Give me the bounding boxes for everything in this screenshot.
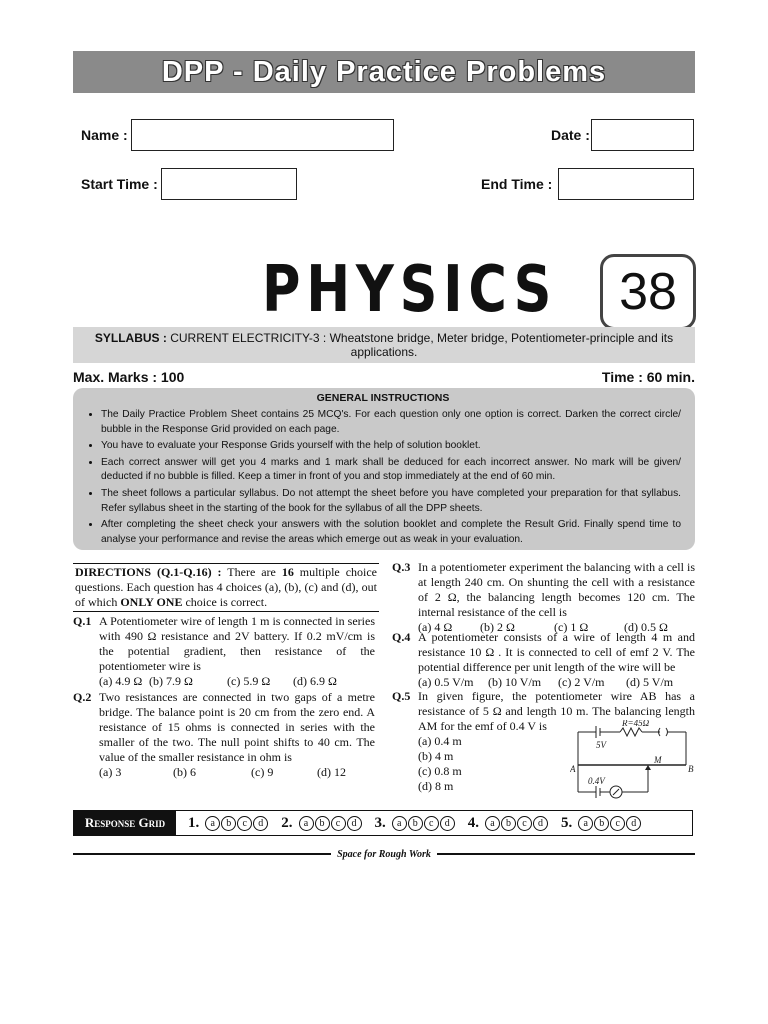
resistor-label: R=45Ω [622,720,650,728]
divider-line [437,853,695,855]
bubble-a[interactable]: a [299,816,314,831]
max-marks: Max. Marks : 100 [73,369,185,385]
bubble-c[interactable]: c [517,816,532,831]
only-one-emphasis: ONLY ONE [120,595,183,609]
response-number: 2. [281,814,293,831]
bubble-b[interactable]: b [594,816,609,831]
option: (d) 5 V/m [626,675,674,689]
instruction-item: • After completing the sheet check your answers with the solution booklet and complete the Result Grid. Finally spend time to analyse your performance and revise the areas which emerge out as weak in your evaluation. [101,518,681,547]
response-grid [73,810,693,836]
question-options [418,675,695,690]
rough-work-label: Space for Rough Work [337,848,431,860]
option: (a) 0.5 V/m [418,675,474,689]
option: (c) 9 [251,765,274,779]
general-instructions [73,388,695,550]
instructions-title: GENERAL INSTRUCTIONS [316,392,450,404]
response-row [375,815,456,832]
directions-box [73,563,379,612]
option: (a) 4 Ω [418,620,453,634]
option: (d) 6.9 Ω [293,674,337,688]
question-count: 16 [281,565,294,579]
point-b-label: B [688,764,694,774]
bubble-b[interactable]: b [221,816,236,831]
response-row [188,815,269,832]
question-number: Q.2 [73,690,92,704]
response-number: 1. [188,814,200,831]
start-time-field[interactable] [161,168,297,200]
rough-work-divider [73,847,695,861]
bubble-b[interactable]: b [408,816,423,831]
question-4 [392,630,695,690]
bubble-d[interactable]: d [533,816,548,831]
directions-text: There are [221,565,282,579]
date-field[interactable] [591,119,694,151]
name-field[interactable] [131,119,394,151]
battery-label: 5V [596,740,606,750]
question-options [99,674,375,689]
option: (c) 2 V/m [558,675,605,689]
response-number: 5. [561,814,573,831]
option: (d) 12 [317,765,346,779]
end-time-field[interactable] [558,168,694,200]
bubble-a[interactable]: a [485,816,500,831]
bubble-a[interactable]: a [392,816,407,831]
option: (a) 4.9 Ω [99,674,143,688]
instruction-item: • You have to evaluate your Response Grids yourself with the help of solution booklet. [101,439,681,454]
syllabus-bar [73,327,695,363]
potentiometer-circuit-diagram [570,720,694,802]
name-label: Name : [81,127,128,143]
option: (b) 10 V/m [488,675,542,689]
cell-label: 0.4V [588,776,605,786]
title-banner [73,51,695,93]
divider-line [73,853,331,855]
option: (b) 6 [173,765,196,779]
question-number: Q.1 [73,614,92,628]
sheet-number-badge: 38 [600,254,696,330]
question-number: Q.3 [392,560,411,574]
bubble-a[interactable]: a [205,816,220,831]
bubble-c[interactable]: c [424,816,439,831]
point-m-label: M [654,755,662,765]
subject-title: PHYSICS [262,253,558,327]
time-limit: Time : 60 min. [601,369,695,385]
option: (b) 4 m [418,749,454,763]
option: (d) 8 m [418,779,454,793]
bubble-d[interactable]: d [253,816,268,831]
response-row [561,815,642,832]
directions-text: choice is correct. [182,595,268,609]
instruction-item: • The sheet follows a particular syllabus. Do not attempt the sheet before you have completed your preparation for that syllabus. Refer syllabus sheet in the starting of the book for the syllabus of all the DPP sheets. [101,487,681,516]
question-number: Q.5 [392,689,411,703]
instructions-list [85,408,681,547]
bubble-b[interactable]: b [501,816,516,831]
banner-title: DPP - Daily Practice Problems [161,55,607,88]
start-time-label: Start Time : [81,176,158,192]
response-number: 4. [467,814,479,831]
question-3 [392,560,695,635]
directions-head: DIRECTIONS (Q.1-Q.16) : [75,565,222,579]
date-label: Date : [551,127,590,143]
syllabus-label: SYLLABUS : [94,331,167,345]
instruction-item: • The Daily Practice Problem Sheet contains 25 MCQ's. For each question only one option is correct. Darken the correct circle/ bubble in the Response Grid provided on each page. [101,408,681,437]
bubble-c[interactable]: c [610,816,625,831]
question-number: Q.4 [392,630,411,644]
question-text: A potentiometer consists of a wire of length 4 m and resistance 10 Ω . It is connected to cell of emf 2 V. The potential difference per unit length of the wire will be [418,630,695,674]
bubble-c[interactable]: c [237,816,252,831]
option: (d) 0.5 Ω [624,620,668,634]
option: (c) 0.8 m [418,764,462,778]
bubble-d[interactable]: d [440,816,455,831]
question-text: A Potentiometer wire of length 1 m is connected in series with 490 Ω resistance and 2V battery. If 0.2 mV/cm is the potential gradient, then resistance of the potentiometer wire is [99,614,375,673]
instruction-item: • Each correct answer will get you 4 marks and 1 mark shall be deduced for each incorrect answer. No mark will be given/ deducted if no bubble is filled. Keep a timer in front of you and stop immediately at the end of 60 min. [101,456,681,485]
option: (a) 0.4 m [418,734,462,748]
question-1 [73,614,375,689]
end-time-label: End Time : [481,176,553,192]
question-text: In given figure, the potentiometer wire AB has a resistance of 5 Ω and length 10 m. The balancing length AM for the emf of 0.4 V is [418,689,695,733]
option: (c) 1 Ω [554,620,589,634]
point-a-label: A [570,764,576,774]
bubble-c[interactable]: c [331,816,346,831]
bubble-d[interactable]: d [347,816,362,831]
response-number: 3. [374,814,386,831]
question-text: Two resistances are connected in two gaps of a metre bridge. The balance point is 20 cm from the zero end. A resistance of 15 ohms is connected in series with the smaller of the two. The null point shifts to 40 cm. The value of the smaller resistance in ohm is [99,690,375,764]
syllabus-text: CURRENT ELECTRICITY-3 : Wheatstone bridge, Meter bridge, Potentiometer-principle and its applications. [166,331,674,359]
option: (b) 7.9 Ω [149,674,193,688]
question-options [99,765,375,780]
bubble-a[interactable]: a [578,816,593,831]
response-row [468,815,549,832]
bubble-d[interactable]: d [626,816,641,831]
option: (c) 5.9 Ω [227,674,271,688]
directions-text: multiple choice questions. Each question has 4 choices (a), (b), (c) and (d), out of which [75,565,378,609]
response-row [281,815,362,832]
response-grid-label: Response Grid [74,811,176,835]
question-text: In a potentiometer experiment the balancing with a cell is at length 240 cm. On shunting the cell with a resistance of 2 Ω, the balancing length becomes 120 cm. The internal resistance of the cell is [418,560,695,619]
question-2 [73,690,375,780]
option: (b) 2 Ω [480,620,515,634]
option: (a) 3 [99,765,122,779]
bubble-b[interactable]: b [315,816,330,831]
